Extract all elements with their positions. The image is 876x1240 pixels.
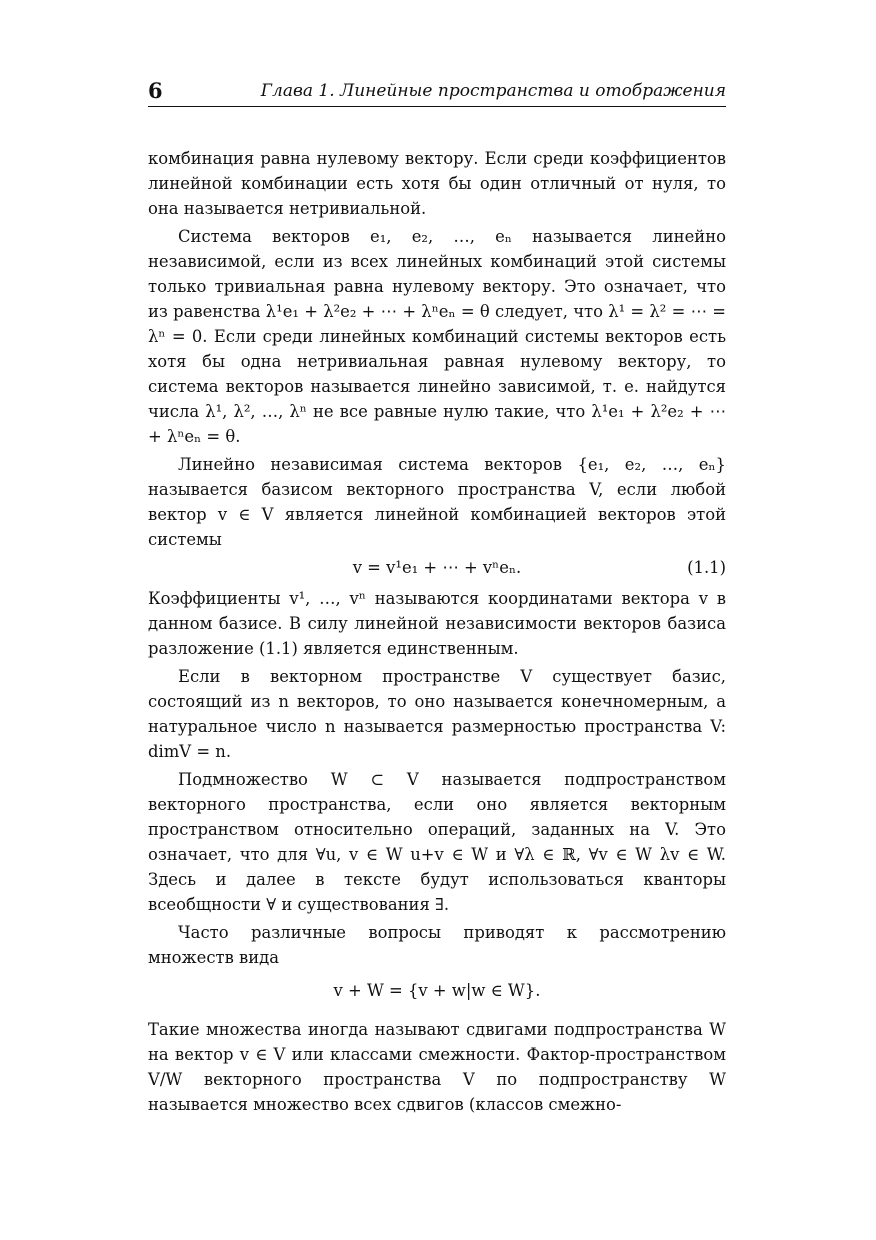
page-body bbox=[148, 146, 726, 1120]
paragraph-7: Часто различные вопросы приводят к рассмотрению множеств вида bbox=[148, 923, 726, 967]
page-header bbox=[148, 78, 726, 107]
paragraph-5: Если в векторном пространстве V существует базис, состоящий из n векторов, то оно называется конечномерным, а натуральное число n называется размерностью пространства V: dimV = n. bbox=[148, 667, 726, 761]
paragraph-1: комбинация равна нулевому вектору. Если среди коэффициентов линейной комбинации есть хотя бы один отличный от нуля, то она называется нетривиальной. bbox=[148, 149, 726, 218]
paragraph-2: Система векторов e₁, e₂, …, eₙ называется линейно независимой, если из всех линейных комбинаций этой системы только тривиальная равна нулевому вектору. Это означает, что из равенства λ¹e₁ + λ²e₂ + ⋯ + λⁿeₙ = θ следует, что λ¹ = λ² = ⋯ = λⁿ = 0. Если среди линейных комбинаций системы векторов есть хотя бы одна нетривиальная равная нулевому вектору, то система векторов называется линейно зависимой, т. е. найдутся числа λ¹, λ², …, λⁿ не все равные нулю такие, что λ¹e₁ + λ²e₂ + ⋯ + λⁿeₙ = θ. bbox=[148, 227, 726, 446]
equation-1-1 bbox=[148, 555, 726, 580]
page-number: 6 bbox=[148, 78, 163, 103]
paragraph-6: Подмножество W ⊂ V называется подпространством векторного пространства, если оно является векторным пространством относительно операций, заданных на V. Это означает, что для ∀u, v ∈ W u+v ∈ W и ∀λ ∈ ℝ, ∀v ∈ W λv ∈ W. Здесь и далее в тексте будут использоваться кванторы всеобщности ∀ и существования ∃. bbox=[148, 770, 726, 914]
equation-number: (1.1) bbox=[687, 558, 726, 577]
equation-coset bbox=[148, 978, 726, 1003]
paragraph-4: Коэффициенты v¹, …, vⁿ называются координатами вектора v в данном базисе. В силу линейной независимости векторов базиса разложение (1.1) является единственным. bbox=[148, 589, 726, 658]
paragraph-3: Линейно независимая система векторов {e₁, e₂, …, eₙ} называется базисом векторного пространства V, если любой вектор v ∈ V является линейной комбинацией векторов этой системы bbox=[148, 455, 726, 549]
paragraph-8: Такие множества иногда называют сдвигами подпространства W на вектор v ∈ V или классами смежности. Фактор-пространством V/W векторного пространства V по подпространству W называется множество всех сдвигов (классов смежно- bbox=[148, 1020, 726, 1114]
equation-coset-body: v + W = {v + w|w ∈ W}. bbox=[333, 981, 541, 1000]
running-head: Глава 1. Линейные пространства и отображения bbox=[260, 81, 726, 101]
equation-1-1-body: v = v¹e₁ + ⋯ + vⁿeₙ. bbox=[352, 558, 522, 577]
